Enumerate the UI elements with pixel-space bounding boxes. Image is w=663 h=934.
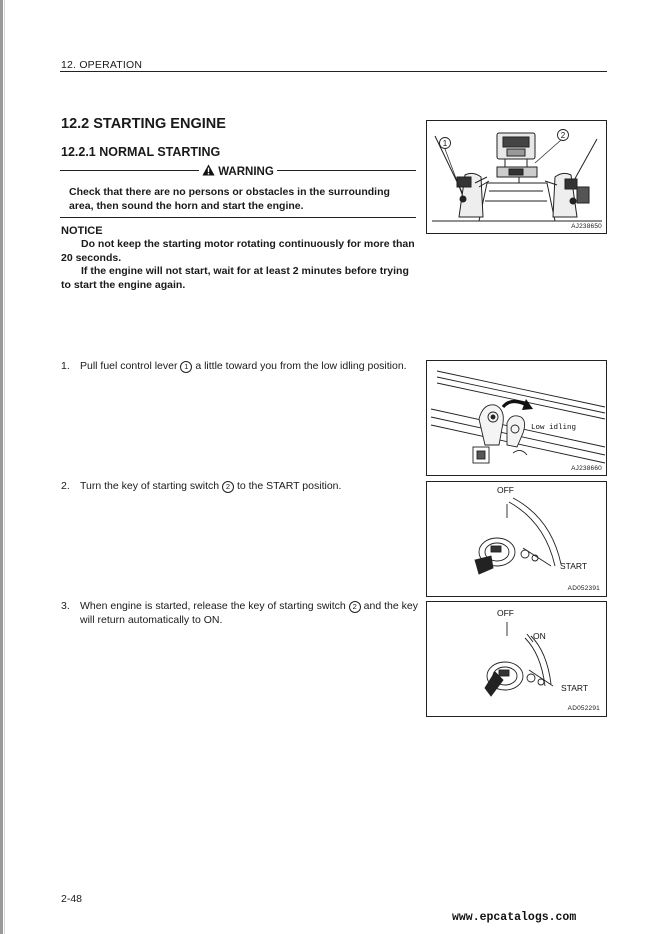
warning-text: Check that there are no persons or obstacles in the surrounding area, then sound the horn and start the engine. — [69, 186, 390, 212]
step-text — [80, 360, 418, 374]
cab-illustration — [427, 121, 606, 233]
step-text — [80, 480, 418, 494]
off-label: OFF — [497, 608, 514, 618]
callout-marker: 1 — [180, 361, 192, 373]
figure-key-start — [426, 481, 607, 597]
warning-label: WARNING — [218, 166, 274, 178]
step-1 — [61, 360, 419, 390]
step-number: 3. — [61, 600, 70, 612]
callout-1-label: 1 — [442, 139, 448, 148]
callout-marker: 2 — [222, 481, 234, 493]
figure-key-on — [426, 601, 607, 717]
callout-marker: 2 — [349, 601, 361, 613]
step-text-before: When engine is started, release the key of starting switch — [80, 600, 346, 612]
page-binding-edge-shadow — [4, 0, 5, 934]
step-text-after: a little toward you from the low idling position. — [195, 360, 407, 372]
header-rule — [60, 71, 607, 72]
key-start-illustration — [427, 482, 606, 596]
warning-heading — [60, 162, 416, 180]
watermark: www.epcatalogs.com — [452, 911, 577, 924]
sub-title: 12.2.1 NORMAL STARTING — [61, 145, 221, 159]
figure-fuel-lever — [426, 360, 607, 476]
step-text-before: Pull fuel control lever — [80, 360, 178, 372]
page-number: 2-48 — [61, 893, 83, 905]
step-number: 1. — [61, 360, 70, 372]
warning-box — [60, 166, 416, 218]
step-number: 2. — [61, 480, 70, 492]
section-header: 12. OPERATION — [61, 59, 143, 71]
figure-code: AJ238660 — [571, 465, 602, 472]
step-3 — [61, 600, 419, 630]
warning-triangle-icon — [202, 164, 215, 176]
page-binding-edge — [0, 0, 3, 934]
step-text-before: Turn the key of starting switch — [80, 480, 220, 492]
step-text-after: to the START position. — [236, 480, 342, 492]
low-idling-label: Low idling — [531, 424, 577, 432]
figure-code: AD052391 — [567, 585, 600, 592]
figure-code: AJ238650 — [571, 223, 602, 230]
on-label: ON — [533, 631, 546, 641]
notice-label: NOTICE — [61, 225, 103, 237]
callout-2-label: 2 — [560, 131, 566, 140]
step-2 — [61, 480, 419, 496]
key-on-illustration — [427, 602, 606, 716]
step-text-after: and the key will return automatically to ON. — [80, 600, 419, 626]
step-text — [80, 600, 418, 627]
start-label: START — [561, 683, 589, 693]
notice-paragraph-1: Do not keep the starting motor rotating continuously for more than 20 seconds. — [61, 238, 415, 264]
page-title: 12.2 STARTING ENGINE — [61, 116, 226, 132]
notice-paragraph-2: If the engine will not start, wait for at least 2 minutes before trying to start the engine again. — [61, 265, 409, 291]
figure-operator-cab — [426, 120, 607, 234]
fuel-lever-illustration — [427, 361, 606, 475]
start-label: START — [560, 561, 588, 571]
figure-code: AD052291 — [567, 705, 600, 712]
off-label: OFF — [497, 485, 514, 495]
